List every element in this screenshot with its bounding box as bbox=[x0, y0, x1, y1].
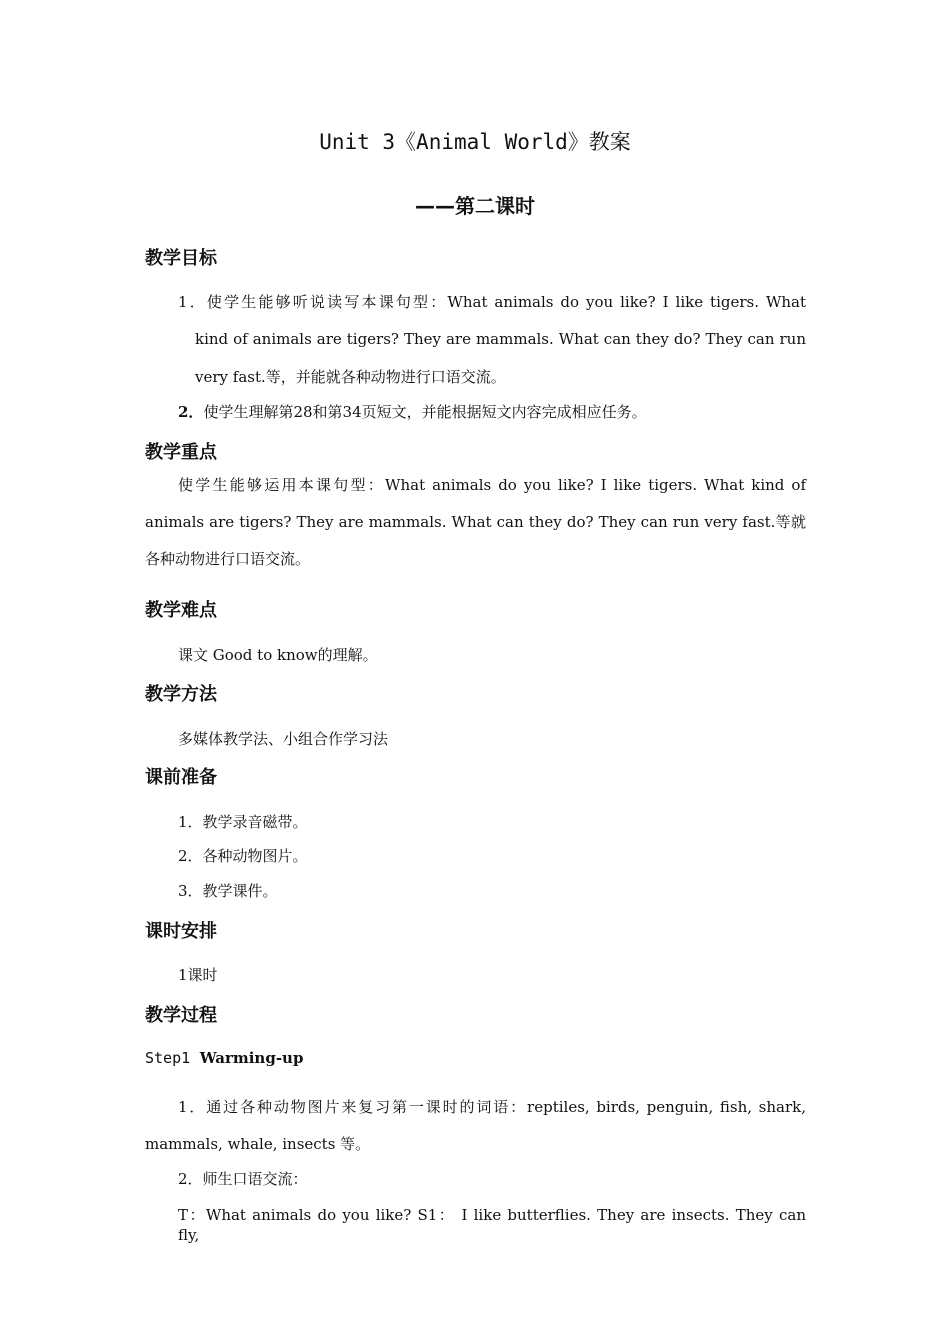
heading-preparation: 课前准备 bbox=[145, 767, 217, 788]
document-subtitle: ——第二课时 bbox=[415, 194, 535, 218]
preparation-item-3: 3．教学课件。 bbox=[178, 882, 278, 900]
heading-methods: 教学方法 bbox=[145, 684, 217, 705]
process-p3: T：What animals do you like? S1： I like butterflies. They are insects. They can fly, bbox=[178, 1206, 806, 1244]
key-points-line-3: 各种动物进行口语交流。 bbox=[145, 550, 311, 568]
heading-difficulties: 教学难点 bbox=[145, 600, 217, 621]
heading-objectives: 教学目标 bbox=[145, 248, 217, 269]
step-1-title: Warming-up bbox=[199, 1049, 304, 1067]
objective-1-line-1: 1．使学生能够听说读写本课句型：What animals do you like? I like tigers. What bbox=[178, 293, 806, 311]
heading-process: 教学过程 bbox=[145, 1005, 217, 1026]
step-1-heading bbox=[145, 1048, 303, 1068]
preparation-item-2: 2．各种动物图片。 bbox=[178, 847, 308, 865]
step-1-label: Step1 bbox=[145, 1049, 191, 1067]
key-points-line-2: animals are tigers? They are mammals. What can they do? They can run very fast.等就 bbox=[145, 513, 806, 531]
objective-2 bbox=[178, 402, 647, 422]
objective-1-line-3: very fast.等，并能就各种动物进行口语交流。 bbox=[195, 368, 506, 386]
process-p2: 2．师生口语交流： bbox=[178, 1170, 308, 1188]
objective-2-text: 使学生理解第28和第34页短文，并能根据短文内容完成相应任务。 bbox=[203, 403, 647, 421]
key-points-line-1: 使学生能够运用本课句型：What animals do you like? I like tigers. What kind of bbox=[178, 476, 806, 494]
objective-1-line-2: kind of animals are tigers? They are mammals. What can they do? They can run bbox=[195, 330, 806, 348]
methods-text: 多媒体教学法、小组合作学习法 bbox=[178, 730, 389, 748]
process-p1-line-2: mammals, whale, insects 等。 bbox=[145, 1135, 371, 1153]
process-p1-line-1: 1．通过各种动物图片来复习第一课时的词语：reptiles, birds, penguin, fish, shark, bbox=[178, 1098, 806, 1116]
document-title: Unit 3《Animal World》教案 bbox=[319, 130, 631, 154]
objective-2-number: 2． bbox=[178, 403, 204, 421]
preparation-item-1: 1．教学录音磁带。 bbox=[178, 813, 308, 831]
heading-key-points: 教学重点 bbox=[145, 442, 217, 463]
heading-schedule: 课时安排 bbox=[145, 921, 217, 942]
difficulties-text: 课文 Good to know的理解。 bbox=[178, 646, 378, 664]
schedule-text: 1课时 bbox=[178, 966, 218, 984]
